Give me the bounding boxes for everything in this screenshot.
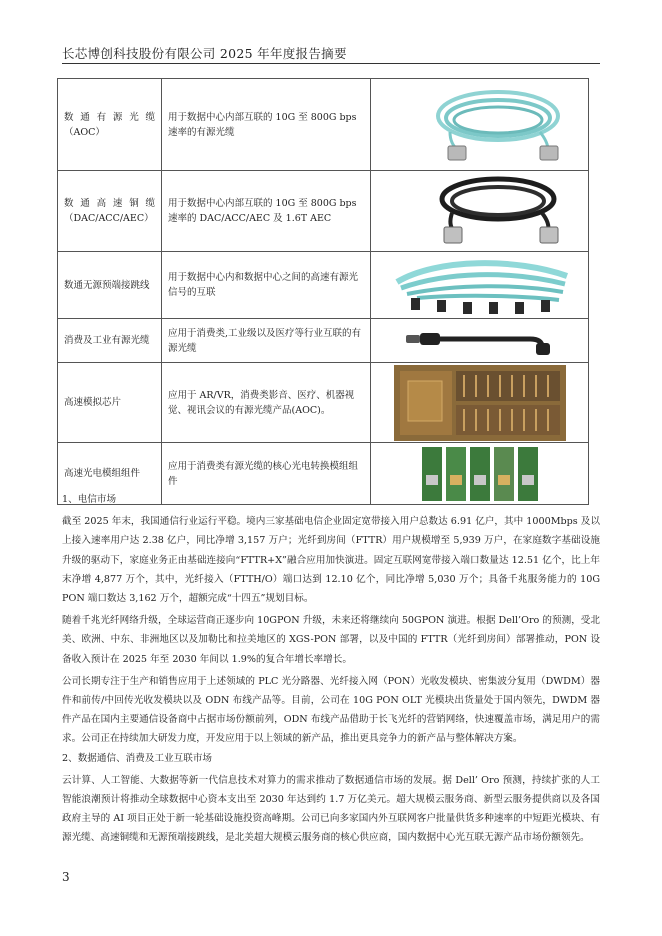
table-row <box>58 171 589 252</box>
product-name: 高速模拟芯片 <box>64 397 122 408</box>
copper-cable-image <box>371 173 588 249</box>
patch-cord-image <box>371 254 588 316</box>
aoc-cable-image <box>371 82 588 167</box>
product-name-cell <box>58 363 162 443</box>
product-table <box>57 78 589 505</box>
product-name-suffix: （AOC） <box>64 126 105 138</box>
section-title-datacom: 2、数据通信、消费及工业互联市场 <box>62 752 213 764</box>
product-desc: 应用于消费类,工业级以及医疗等行业互联的有源光缆 <box>162 319 371 363</box>
product-name: 消费及工业有源光缆 <box>64 335 150 346</box>
table-row <box>58 79 589 171</box>
product-name: 数 通 有 源 光 缆 <box>64 111 155 123</box>
document-header: 长芯博创科技股份有限公司 2025 年年度报告摘要 <box>62 46 347 61</box>
product-desc: 用于数据中心内部互联的 10G 至 800G bps 速率的 DAC/ACC/AEC 及 1.6T AEC <box>162 171 371 252</box>
header-rule <box>62 63 600 64</box>
paragraph: 云计算、人工智能、大数据等新一代信息技术对算力的需求推动了数据通信市场的发展。据 Dell’ Oro 预测，持续扩张的人工智能浪潮预计将推动全球数据中心资本支出至 2030 年达到约 1.7 万亿美元。超大规模云服务商、新型云服务提供商以及各国政府主导的 AI 项目正处于新一轮基础设施投资高峰期。公司已向多家国内外互联网客户批量供货多种速率的中短距光模块、有源光缆、高速铜缆和无源预端接跳线，是北美超大规模云服务商的核心供应商，国内数据中心光互联无源产品市场份额领先。 <box>62 774 600 844</box>
product-desc: 应用于消费类有源光缆的核心光电转换模组组件 <box>162 443 371 505</box>
paragraph: 随着千兆光纤网络升级，全球运营商正逐步向 10GPON 升级，未来还将继续向 50GPON 演进。根据 Dell’Oro 的预测，受北美、欧洲、中东、非洲地区以及加勒比和拉美地区的 XGS-PON 部署，以及中国的 FTTR（光纤到房间）部署推动，PON 设备收入预计在 2025 年至 2030 年间以 1.9%的复合年增长率增长。 <box>62 615 600 665</box>
page-number: 3 <box>62 870 70 884</box>
product-name-cell <box>58 171 162 252</box>
chip-die-image <box>371 365 588 441</box>
product-name-cell <box>58 319 162 363</box>
product-name: 数通无源预端接跳线 <box>64 279 150 291</box>
product-name-cell <box>58 79 162 171</box>
table-row <box>58 252 589 319</box>
product-name: 高速光电模组组件 <box>64 468 141 479</box>
table-row <box>58 363 589 443</box>
section-title-telecom: 1、电信市场 <box>62 494 117 505</box>
paragraph: 公司长期专注于生产和销售应用于上述领域的 PLC 光分路器、光纤接入网（PON）光收发模块、密集波分复用（DWDM）器件和前传/中回传光收发模块以及 ODN 布线产品等。目前，公司在 10G PON OLT 光模块出货量处于国内领先，DWDM 器件产品在国内主要通信设备商中占据市场份额前列，ODN 布线产品借助于长飞光纤的营销网络，快速覆盖市场，满足用户的需求。公司正在持续加大研发力度，开发应用于以上领域的新产品，推出更具竞争力的新产品与整体解决方案。 <box>62 675 600 745</box>
product-name-suffix: （DAC/ACC/AEC） <box>64 213 154 224</box>
product-desc: 用于数据中心内和数据中心之间的高速有源光信号的互联 <box>162 252 371 319</box>
product-desc: 应用于 AR/VR，消费类影音、医疗、机器视觉、视讯会议的有源光缆产品(AOC)。 <box>162 363 371 443</box>
usb-cable-image <box>371 321 588 361</box>
product-name: 数 通 高 速 铜 缆 <box>64 198 155 209</box>
table-row <box>58 319 589 363</box>
product-name-cell <box>58 252 162 319</box>
product-desc: 用于数据中心内部互联的 10G 至 800G bps 速率的有源光缆 <box>162 79 371 171</box>
paragraph: 截至 2025 年末，我国通信行业运行平稳。境内三家基础电信企业固定宽带接入用户总数达 6.91 亿户，其中 1000Mbps 及以上接入速率用户达 2.38 亿户，同比净增 3,157 万户；光纤到房间（FTTR）用户规模增至 5,939 万户，在家庭数字基础设施升级的驱动下，家庭业务正由基础连接向“FTTR+X”融合应用加快演进。固定互联网宽带接入端口数量达 12.51 亿个，比上年末净增 4,877 万个，其中，光纤接入（FTTH/O）端口达到 12.10 亿个，同比净增 5,030 万个；具备千兆服务能力的 10G PON 端口数达 3,162 万个，超额完成“十四五”规划目标。 <box>62 516 600 605</box>
body-content <box>62 490 600 848</box>
